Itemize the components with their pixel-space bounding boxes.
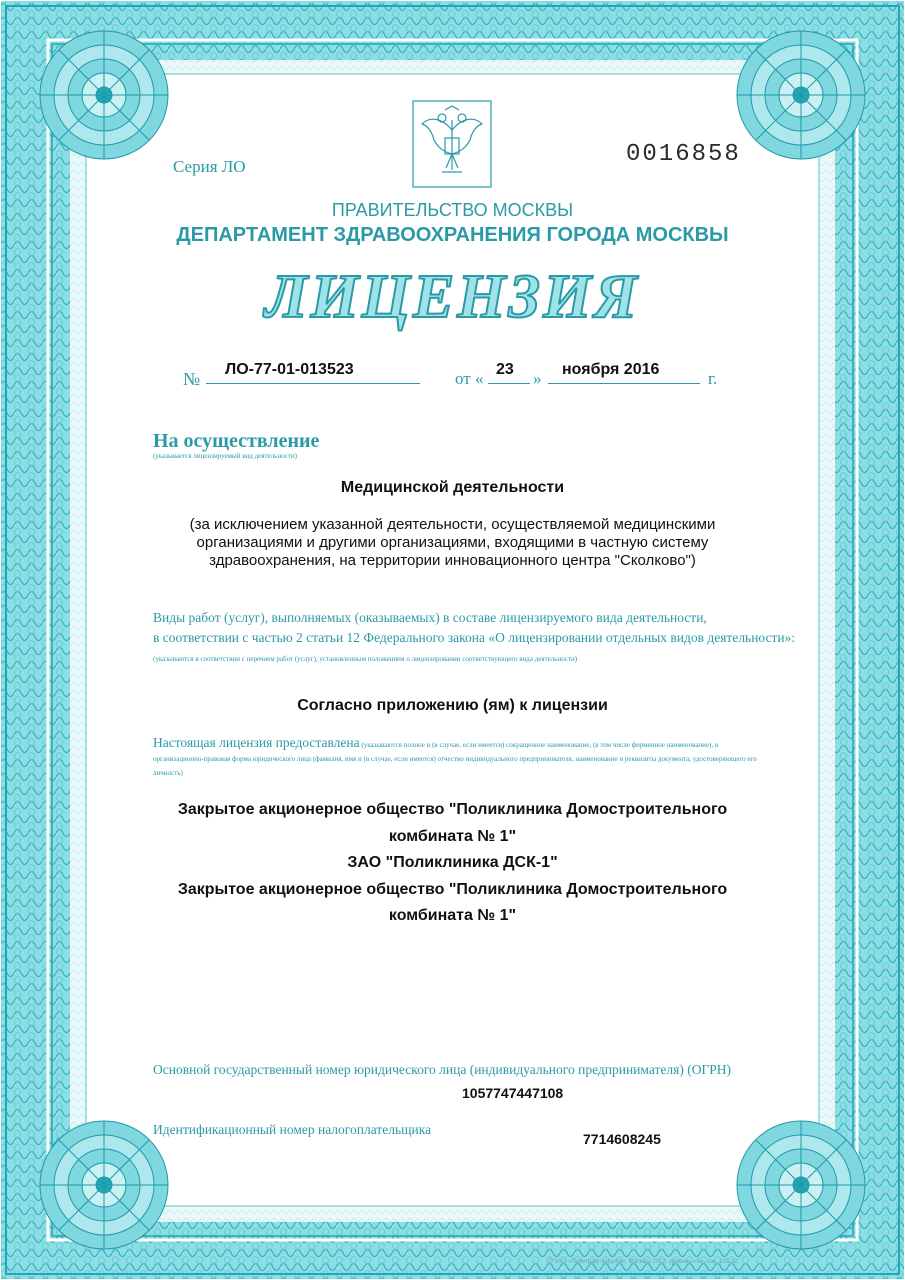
ogrn-label: Основной государственный номер юридического лица (индивидуального предпринимателя) (ОГРН) — [153, 1062, 732, 1077]
works-value: Согласно приложению (ям) к лицензии — [297, 697, 608, 714]
date-from-label: от « — [455, 369, 484, 388]
licensee-line-5: комбината № 1" — [388, 907, 517, 924]
document-title: ЛИЦЕНЗИЯ — [264, 263, 641, 331]
works-line-2: в соответствии с частью 2 статьи 12 Федерального закона «О лицензировании отдельных видов деятельности»: — [153, 630, 796, 645]
licensee-line-2: комбината № 1" — [388, 827, 517, 845]
double-headed-eagle-icon — [412, 100, 492, 188]
license-month-year: ноября 2016 — [562, 361, 660, 378]
granted-block — [153, 736, 758, 780]
year-suffix: г. — [708, 369, 718, 388]
ogrn-value: 1057747447108 — [462, 1085, 564, 1101]
granted-label: Настоящая лицензия предоставлена — [153, 735, 360, 750]
activity-heading: На осуществление — [153, 430, 320, 452]
licensee-line-4: Закрытое акционерное общество "Поликлиника Домостроительного — [177, 880, 728, 898]
activity-name: Медицинской деятельности — [340, 479, 565, 496]
licensee-names — [120, 797, 785, 930]
serial-number: 0016858 — [626, 141, 741, 168]
quote-close: » — [533, 369, 542, 388]
licensee-line-3: ЗАО "Поликлиника ДСК-1" — [347, 854, 558, 871]
granted-hint: (указываются полное и (в случае, если имеется) сокращенное наименование, (в том числе фирменное наименование), и организационно-правовая форма юридического лица (фамилия, имя и (в случае, если имеется) отчество индивидуального предпринимателя, наименование и реквизиты документа, удостоверяющего его личность) — [153, 741, 757, 777]
government-title: ПРАВИТЕЛЬСТВО МОСКВЫ — [331, 200, 574, 220]
activity-hint: (указывается лицензируемый вид деятельности) — [153, 452, 298, 460]
inn-label: Идентификационный номер налогоплательщика — [153, 1122, 432, 1137]
works-line-1: Виды работ (услуг), выполняемых (оказываемых) в составе лицензируемого вида деятельности, — [153, 610, 707, 625]
licensee-line-1: Закрытое акционерное общество "Поликлиника Домостроительного — [177, 801, 728, 818]
license-day: 23 — [496, 361, 514, 378]
printer-note: © ЗАО «Полиграф-защита», Москва, 2012, уровень «Б», зак. 131-12 — [548, 1259, 738, 1265]
license-number: ЛО-77-01-013523 — [225, 361, 354, 378]
works-hint: (указываются в соответствии с перечнем работ (услуг), установленным положением о лицензировании соответствующего вида деятельности) — [153, 655, 578, 663]
department-title: ДЕПАРТАМЕНТ ЗДРАВООХРАНЕНИЯ ГОРОДА МОСКВЫ — [176, 224, 729, 246]
number-sign: № — [183, 369, 201, 389]
series-label: Серия ЛО — [173, 157, 246, 176]
activity-exclusion: (за исключением указанной деятельности, осуществляемой медицинскими организациями и другими организациями, входящими в частную систему здравоохранения, на территории инновационного центра "Сколково") — [189, 516, 716, 569]
inn-value: 7714608245 — [583, 1131, 661, 1147]
